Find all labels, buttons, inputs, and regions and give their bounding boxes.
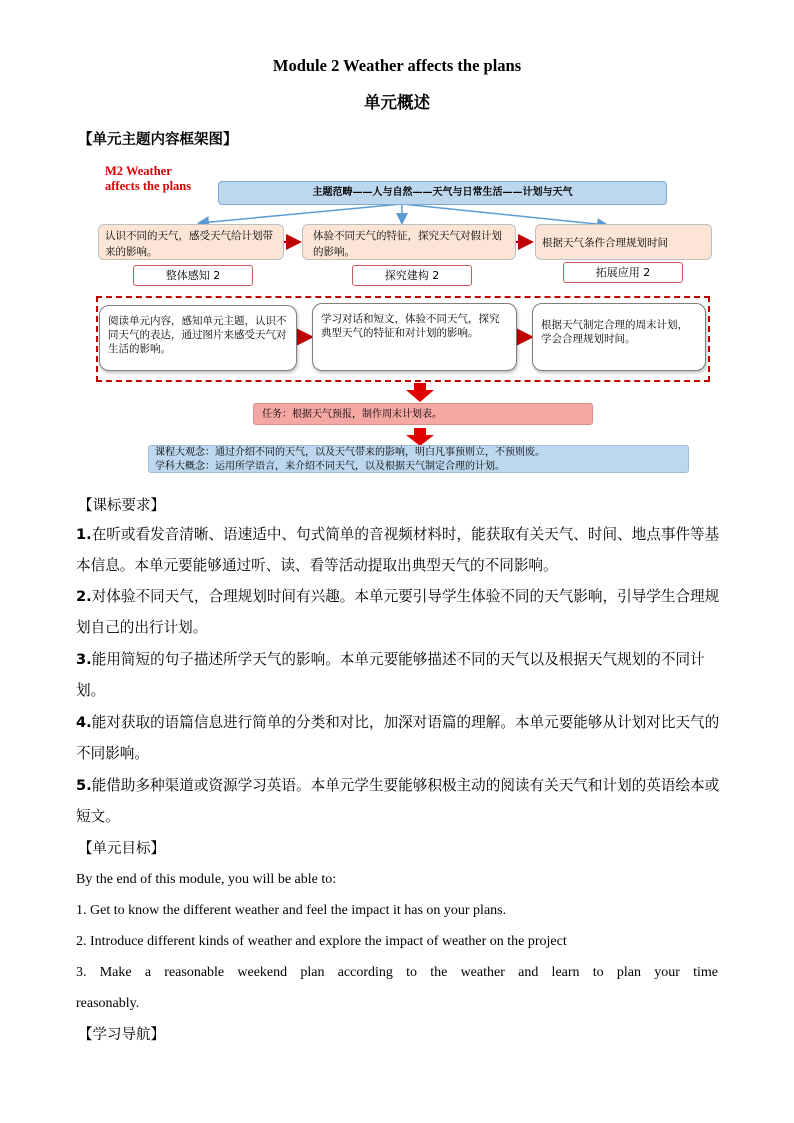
stage-box-3: 根据天气条件合理规划时间 xyxy=(535,224,712,260)
objectives-heading: 【单元目标】 xyxy=(78,841,165,857)
requirement-3: 3.能用简短的句子描述所学天气的影响。本单元要能够描述不同的天气以及根据天气规划的不同计划。 xyxy=(76,651,705,699)
module-title: Module 2 Weather affects the plans xyxy=(272,56,522,75)
objective-2: 2. Introduce different kinds of weather and explore the impact of weather on the project xyxy=(76,934,567,949)
arrow-right xyxy=(402,204,606,225)
stage-label-2: 探究建构 2 xyxy=(352,265,472,286)
objectives-intro: By the end of this module, you will be able to: xyxy=(76,872,337,887)
stage-label-1: 整体感知 2 xyxy=(133,265,253,286)
theme-banner: 主题范畴——人与自然——天气与日常生活——计划与天气 xyxy=(218,181,667,205)
objective-3-line1: 3. Make a reasonable weekend plan according to the weather and learn to plan your time xyxy=(76,965,718,980)
objective-3-line2: reasonably. xyxy=(76,996,140,1011)
detail-box-1: 阅读单元内容，感知单元主题，认识不同天气的表达，通过图片来感受天气对生活的影响。 xyxy=(99,305,297,371)
detail-box-2: 学习对话和短文，体验不同天气，探究典型天气的特征和对计划的影响。 xyxy=(312,303,517,371)
arrow-left xyxy=(200,204,402,223)
stage-box-2: 体验不同天气的特征，探究天气对假计划的影响。 xyxy=(302,224,516,260)
stage-label-3: 拓展应用 2 xyxy=(563,262,683,283)
requirement-5: 5.能借助多种渠道或资源学习英语。本单元学生要能够积极主动的阅读有关天气和计划的英语绘本或短文。 xyxy=(76,777,720,825)
detail-box-3: 根据天气制定合理的周末计划，学会合理规划时间。 xyxy=(532,303,706,371)
unit-overview-title: 单元概述 xyxy=(364,93,430,112)
framework-heading: 【单元主题内容框架图】 xyxy=(78,132,238,148)
requirement-2: 2.对体验不同天气，合理规划时间有兴趣。本单元要引导学生体验不同的天气影响，引导学生合理规划自己的出行计划。 xyxy=(76,588,720,636)
requirement-4: 4.能对获取的语篇信息进行简单的分类和对比，加深对语篇的理解。本单元要能够从计划对比天气的不同影响。 xyxy=(76,714,720,762)
down-arrow-1 xyxy=(406,383,434,402)
framework-diagram xyxy=(0,0,794,490)
navigation-heading: 【学习导航】 xyxy=(78,1027,165,1043)
task-banner: 任务：根据天气预报，制作周末计划表。 xyxy=(253,403,593,425)
down-arrow-2 xyxy=(406,428,434,446)
module-label: M2 Weather affects the plans xyxy=(105,164,192,193)
stage-box-1: 认识不同的天气，感受天气给计划带来的影响。 xyxy=(98,224,284,260)
subject-concept: 学科大概念：运用所学语言，来介绍不同天气，以及根据天气制定合理的计划。 xyxy=(155,461,505,472)
course-concept: 课程大观念：通过介绍不同的天气，以及天气带来的影响，明白凡事预则立，不预则废。 xyxy=(155,447,545,458)
objective-1: 1. Get to know the different weather and feel the impact it has on your plans. xyxy=(76,903,507,918)
concept-box xyxy=(148,445,689,473)
curriculum-heading: 【课标要求】 xyxy=(78,498,165,514)
requirement-1: 1.在听或看发音清晰、语速适中、句式简单的音视频材料时，能获取有关天气、时间、地点事件等基本信息。本单元要能够通过听、读、看等活动提取出典型天气的不同影响。 xyxy=(76,526,720,574)
